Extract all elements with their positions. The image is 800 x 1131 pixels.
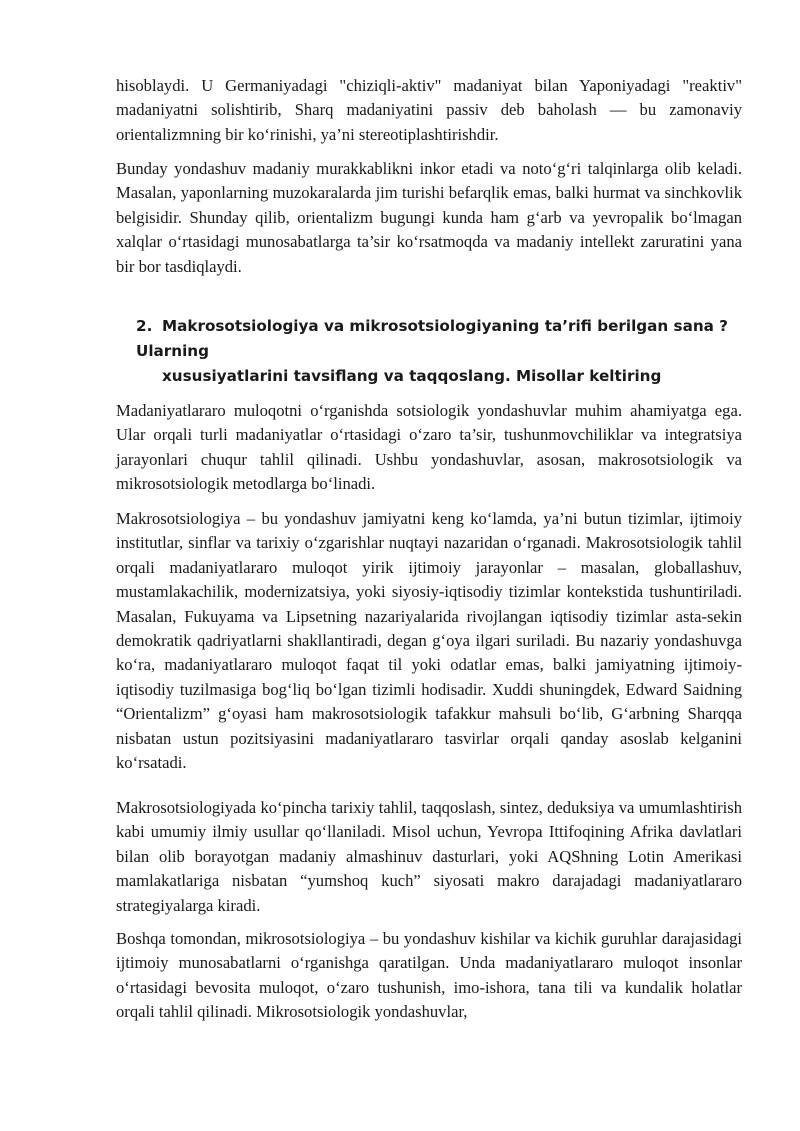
paragraph-sociological-approaches: Madaniyatlararo muloqotni o‘rganishda sotsiologik yondashuvlar muhim ahamiyatga ega. Ular orqali turli madaniyatlar o‘rtasidagi o‘zaro ta’sir, tushunmovchiliklar va integratsiya jarayonlari chuqur tahlil qilinadi. Ushbu yondashuvlar, asosan, makrosotsiologik va mikrosotsiologik metodlarga bo‘linadi. bbox=[116, 401, 742, 494]
paragraph-macrosociology-methods: Makrosotsiologiyada ko‘pincha tarixiy tahlil, taqqoslash, sintez, deduksiya va umumlashtirish kabi umumiy ilmiy usullar qo‘llaniladi. Misol uchun, Yevropa Ittifoqining Afrika davlatlari bilan olib borayotgan madaniy almashinuv dasturlari, yoki AQShning Lotin Amerikasi mamlakatlariga nisbatan “yumshoq kuch” siyosati makro darajadagi madaniyatlararo strategiyalarga kiradi. bbox=[116, 798, 742, 915]
paragraph-macrosociology-definition: Makrosotsiologiya – bu yondashuv jamiyatni keng ko‘lamda, ya’ni butun tizimlar, ijtimoiy institutlar, sinflar va tarixiy o‘zgarishlar nuqtayi nazaridan o‘rganadi. Makrosotsiologik tahlil orqali madaniyatlararo muloqot yirik ijtimoiy jarayonlar – masalan, globallashuv, mustamlakachilik, modernizatsiya, yoki siyosiy-iqtisodiy tizimlar kontekstida tushuntiriladi. Masalan, Fukuyama va Lipsetning nazariyalarida rivojlangan iqtisodiy tizimlar asta-sekin demokratik qadriyatlarni shakllantiradi, degan g‘oya ilgari suriladi. Bu nazariy yondashuvga ko‘ra, madaniyatlararo muloqot faqat til yoki odatlar emas, balki jamiyatning ijtimoiy-iqtisodiy tuzilmasiga bog‘liq bo‘lgan tizimli hodisadir. Xuddi shuningdek, Edward Saidning “Orientalizm” g‘oyasi ham makrosotsiologik tafakkur mahsuli bo‘lib, G‘arbning Sharqqa nisbatan ustun pozitsiyasini madaniyatlararo tasvirlar orqali qanday asoslab kelganini ko‘rsatadi. bbox=[116, 509, 742, 773]
section-number: 2. bbox=[136, 317, 153, 335]
section-heading-line-1: Makrosotsiologiya va mikrosotsiologiyaning ta’rifi berilgan sana ? Ularning bbox=[136, 317, 728, 360]
section-heading bbox=[136, 314, 750, 389]
section-heading-line-2: xususiyatlarini tavsiflang va taqqoslang. Misollar keltiring bbox=[162, 367, 662, 385]
paragraph-approach-consequences: Bunday yondashuv madaniy murakkablikni inkor etadi va noto‘g‘ri talqinlarga olib keladi. Masalan, yaponlarning muzokaralarda jim turishi befarqlik emas, balki hurmat va sinchkovlik belgisidir. Shunday qilib, orientalizm bugungi kunda ham g‘arb va yevropalik bo‘lmagan xalqlar o‘rtasidagi munosabatlarga ta’sir ko‘rsatmoqda va madaniy intellekt zaruratini yana bir bor tasdiqlaydi. bbox=[116, 159, 742, 276]
paragraph-orientalism-end: hisoblaydi. U Germaniyadagi "chiziqli-aktiv" madaniyat bilan Yaponiyadagi "reaktiv" madaniyatni solishtirib, Sharq madaniyatini passiv deb baholash — bu zamonaviy orientalizmning bir ko‘rinishi, ya’ni stereotiplashtirishdir. bbox=[116, 76, 742, 144]
paragraph-microsociology-definition: Boshqa tomondan, mikrosotsiologiya – bu yondashuv kishilar va kichik guruhlar darajasidagi ijtimoiy munosabatlarni o‘rganishga qaratilgan. Unda madaniyatlararo muloqot insonlar o‘rtasidagi bevosita muloqot, o‘zaro tushunish, imo-ishora, tana tili va kundalik holatlar orqali tahlil qilinadi. Mikrosotsiologik yondashuvlar, bbox=[116, 929, 742, 1022]
